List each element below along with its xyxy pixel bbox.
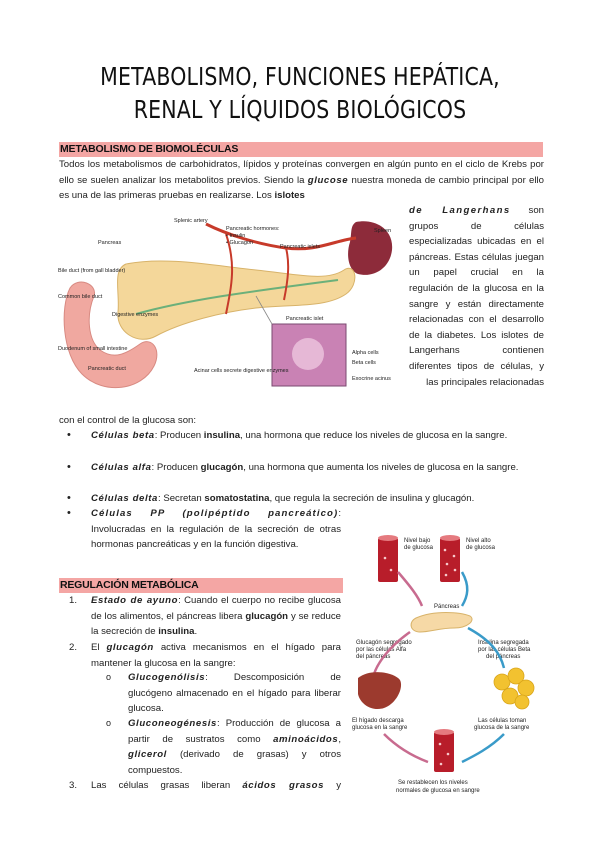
liver-shape: [358, 672, 401, 709]
label-high-glucose-2: de glucosa: [466, 545, 496, 551]
label-glucagon: • Glucagon: [226, 240, 253, 246]
label-pancreatic-duct: Pancreatic duct: [88, 366, 126, 372]
langerhans-continuation: con el control de la glucosa son:: [59, 415, 197, 426]
list-item-1: 1. Estado de ayuno: Cuando el cuerpo no recibe glucosa de los alimentos, el páncreas libera glucagón y se reduce la secreción de insulina.: [69, 595, 342, 638]
label-normal-levels-2: normales de glucosa en sangre: [396, 788, 480, 794]
label-low-glucose-1: Nivel bajo: [404, 538, 431, 544]
label-beta-cells: Beta cells: [352, 360, 376, 366]
section-heading-regulacion: REGULACIÓN METABÓLICA: [59, 578, 343, 593]
label-cells-take-2: glucosa de la sangre: [474, 725, 530, 731]
arrow-pancreas-to-liver: [374, 632, 410, 674]
bullet-alpha-cells: • Células alfa: Producen glucagón, una hormona que aumenta los niveles de glucosa en la sangre.: [67, 461, 519, 473]
list-item-3: 3. Las células grasas liberan ácidos grasos y: [69, 780, 341, 791]
label-bile-duct: Bile duct (from gall bladder): [58, 268, 126, 274]
label-alpha-cells: Alpha cells: [352, 350, 379, 356]
sub-item-glucogenolisis: o Glucogenólisis: Descomposición de glucógeno almacenado en el hígado para liberar glucosa.: [106, 672, 341, 715]
title-line-2: RENAL Y LÍQUIDOS BIOLÓGICOS: [133, 95, 467, 124]
label-insulin-secreted-1: Insulina segregada: [478, 640, 529, 646]
label-spleen: Spleen: [374, 228, 392, 234]
label-liver-releases-1: El hígado descarga: [352, 718, 404, 724]
arrow-low-to-pancreas: [398, 572, 422, 606]
intro-text-b: nuestra moneda de cambio principal por ello es una de las primeras pruebas en realizarse. Los: [59, 174, 544, 202]
label-pancreatic-islet: Pancreatic islet: [286, 316, 324, 322]
label-insulin-secreted-2: por las células Beta: [478, 647, 531, 653]
label-insulin-secreted-3: del páncreas: [486, 654, 521, 660]
label-pancreas: Pancreas: [98, 240, 122, 246]
intro-text-a: Todos los metabolismos de carbohidratos, lípidos y proteínas convergen en algún punto en el ciclo de Krebs por ello se suelen analizar los metabolitos previos. Siendo la: [59, 159, 544, 186]
langerhans-paragraph: [409, 203, 544, 390]
label-common-bile-duct: Common bile duct: [58, 294, 103, 300]
pancreas-reg-shape: [411, 613, 472, 633]
fat-cells-shape: [494, 668, 534, 709]
label-pancreas-reg: Páncreas: [434, 604, 460, 610]
label-exocrine-acinus: Exocrine acinus: [352, 376, 391, 382]
label-low-glucose-2: de glucosa: [404, 545, 434, 551]
glucose-regulation-figure: [350, 528, 550, 800]
langerhans-text: son grupos de células especializadas ubicadas en el páncreas. Estas células juegan un papel crucial en la regulación de la glucosa en la sangre y están directamente relacionadas con el desarrollo de la diabetes. Los islotes de Langerhans contienen diferentes tipos de células, y las principales relacionadas: [409, 205, 544, 388]
sub-item-gluconeogenesis: o Gluconeogénesis: Producción de glucosa a partir de sustratos como aminoácidos, glicerol (derivado de grasas) y otros compuestos.: [106, 718, 341, 776]
label-high-glucose-1: Nivel alto: [466, 538, 491, 544]
label-pancreatic-islets: Pancreatic islets: [280, 244, 321, 250]
section-heading-metabolismo: METABOLISMO DE BIOMOLÉCULAS: [59, 142, 543, 157]
arrow-liver-to-normal: [384, 734, 428, 762]
intro-paragraph: [59, 157, 544, 204]
label-glucagon-secreted-3: del páncreas: [356, 654, 391, 660]
arrow-high-to-pancreas: [462, 572, 467, 606]
label-glucagon-secreted-1: Glucagón segregado: [356, 640, 412, 646]
bullet-delta-cells: • Células delta: Secretan somatostatina, que regula la secreción de insulina y glucagón.: [67, 492, 475, 504]
label-normal-levels-1: Se restablecen los niveles: [398, 780, 468, 786]
label-duodenum: Duodenum of small intestine: [58, 346, 128, 352]
intro-islotes: islotes: [274, 190, 305, 202]
label-glucagon-secreted-2: por las células Alfa: [356, 647, 407, 653]
langerhans-bold: de Langerhans: [409, 205, 511, 216]
label-digestive-enzymes: Digestive enzymes: [112, 312, 159, 318]
label-liver-releases-2: glucosa en la sangre: [352, 725, 408, 731]
label-splenic-artery: Splenic artery: [174, 218, 208, 224]
label-cells-take-1: Las células toman: [478, 718, 527, 724]
vessel-normal-glucose: [434, 732, 454, 772]
arrow-fat-to-normal: [462, 734, 504, 762]
title-line-1: METABOLISMO, FUNCIONES HEPÁTICA,: [100, 62, 500, 91]
list-item-2: 2. El glucagón activa mecanismos en el hígado para mantener la glucosa en la sangre:: [69, 642, 341, 669]
bullet-pp-cells: • Células PP (polipéptido pancreático): Involucradas en la regulación de la secreción de otras hormonas pancreáticas y en la función digestiva.: [67, 507, 341, 551]
label-pancreatic-hormones: Pancreatic hormones:: [226, 226, 280, 232]
bullet-beta-cells: • Células beta: Producen insulina, una hormona que reduce los niveles de glucosa en la sangre.: [67, 429, 508, 441]
vessel-low-glucose: [378, 538, 398, 582]
label-acinar-cells: Acinar cells secrete digestive enzymes: [194, 368, 289, 374]
pancreas-anatomy-figure: [56, 204, 404, 410]
vessel-high-glucose: [440, 538, 460, 582]
intro-glucose: glucose: [307, 174, 349, 186]
label-insulin: • Insulin: [226, 233, 246, 239]
page-title: [87, 60, 513, 126]
